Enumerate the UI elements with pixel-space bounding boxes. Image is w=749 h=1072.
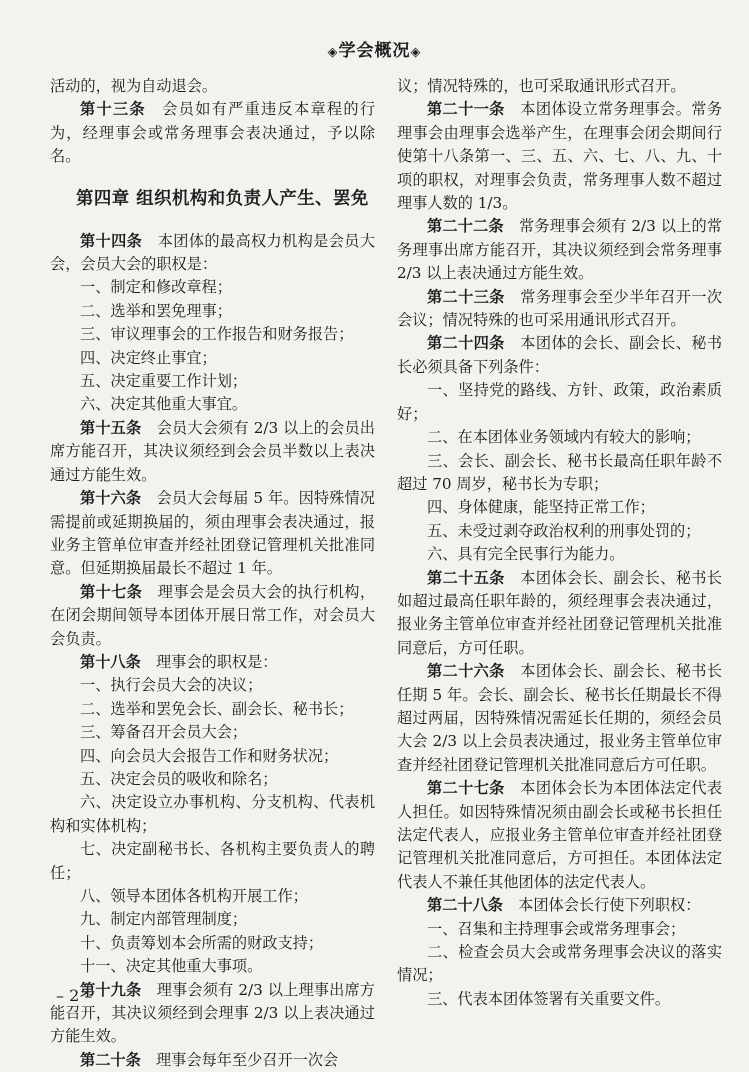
article-22 <box>397 215 722 285</box>
article-17-title: 第十七条 <box>80 582 143 601</box>
article-13 <box>50 98 375 168</box>
list-item: 十一、决定其他重大事项。 <box>80 957 263 976</box>
page-number: – 2 – <box>56 986 93 1005</box>
article-27-title: 第二十七条 <box>427 779 505 798</box>
list-item: 五、决定重要工作计划； <box>80 372 248 391</box>
article-19 <box>50 979 375 1049</box>
article-22-text: 常务理事会须有 2/3 以上的常务理事出席方能召开，其决议须经到会常务理事 2/3 以上表决通过方能生效。 <box>397 217 723 283</box>
list-item: 二、检查会员大会或常务理事会决议的落实情况； <box>397 943 722 985</box>
article-26-text: 本团体会长、副会长、秘书长任期 5 年。会长、副会长、秘书长任期最长不得超过两届，因特殊情况需延长任期的，须经会员大会 2/3 以上会员表决通过，报业务主管单位审查并经社团登记管理机关批准同意后方可任职。 <box>397 662 723 774</box>
list-item: 一、执行会员大会的决议； <box>80 676 263 695</box>
diamond-ornament-left-icon: ◈ <box>327 45 339 60</box>
list-item: 二、选举和罢免会长、副会长、秘书长； <box>80 699 354 718</box>
list-item: 二、选举和罢免理事； <box>80 301 232 320</box>
article-22-title: 第二十二条 <box>427 217 504 236</box>
diamond-ornament-right-icon: ◈ <box>410 45 422 60</box>
list-item: 十、负责筹划本会所需的财政支持； <box>80 933 323 952</box>
article-27-text: 本团体会长为本团体法定代表人担任。如因特殊情况须由副会长或秘书长担任法定代表人，应报业务主管单位审查并经社团登记管理机关批准同意后，方可担任。本团体法定代表人不兼任其他团体的法定代表人。 <box>397 779 723 891</box>
article-24-text: 本团体的会长、副会长、秘书长必须具备下列条件： <box>397 334 723 376</box>
article-13-title: 第十三条 <box>80 100 146 119</box>
section-header-title: 学会概况 <box>338 41 411 61</box>
article-23-title: 第二十三条 <box>427 287 505 306</box>
article-15-text: 会员大会须有 2/3 以上的会员出席方能召开，其决议须经到会会员半数以上表决通过方能生效。 <box>50 418 375 484</box>
list-item: 四、身体健康，能坚持正常工作； <box>427 498 655 517</box>
list-item: 三、代表本团体签署有关重要文件。 <box>427 989 670 1008</box>
list-item: 五、决定会员的吸收和除名； <box>80 769 278 788</box>
article-20-title: 第二十条 <box>80 1050 141 1069</box>
list-item: 一、制定和修改章程； <box>80 278 232 297</box>
list-item: 七、决定副秘书长、各机构主要负责人的聘任； <box>50 840 375 882</box>
article-13-text: 会员如有严重违反本章程的行为，经理事会或常务理事会表决通过，予以除名。 <box>50 100 376 166</box>
article-20 <box>50 1049 375 1072</box>
article-19-title: 第十九条 <box>80 980 142 999</box>
list-item: 六、决定设立办事机构、分支机构、代表机构和实体机构； <box>50 793 375 835</box>
article-26 <box>397 660 722 777</box>
article-18-text: 理事会的职权是： <box>140 652 278 671</box>
list-item: 四、决定终止事宜； <box>80 348 217 367</box>
list-item: 六、具有完全民事行为能力。 <box>427 545 625 564</box>
article-24 <box>397 332 722 379</box>
article-26-title: 第二十六条 <box>427 662 505 681</box>
chapter-heading: 第四章 组织机构和负责人产生、罢免 <box>76 188 369 209</box>
article-25 <box>397 567 722 661</box>
article-17-text: 理事会是会员大会的执行机构，在闭会期间领导本团体开展日常工作，对会员大会负责。 <box>50 582 376 648</box>
article-20-text: 理事会每年至少召开一次会 <box>140 1050 339 1069</box>
list-item: 一、坚持党的路线、方针、政策，政治素质好； <box>397 381 722 423</box>
article-19-text: 理事会须有 2/3 以上理事出席方能召开，其决议须经到会理事 2/3 以上表决通过方能生效。 <box>50 980 375 1046</box>
list-item: 二、在本团体业务领域内有较大的影响； <box>427 428 701 447</box>
left-column <box>50 75 375 1072</box>
list-item: 九、制定内部管理制度； <box>80 910 248 929</box>
article-28-title: 第二十八条 <box>427 896 503 915</box>
article-16 <box>50 487 375 581</box>
article-23 <box>397 286 722 333</box>
list-item: 一、召集和主持理事会或常务理事会； <box>427 919 686 938</box>
article-14-title: 第十四条 <box>80 231 143 250</box>
list-item: 六、决定其他重大事宜。 <box>80 395 248 414</box>
article-21-text: 本团体设立常务理事会。常务理事会由理事会选举产生，在理事会闭会期间行使第十八条第一、三、五、六、七、八、九、十项的职权，对理事会负责，常务理事人数不超过理事人数的 1/3。 <box>397 100 723 213</box>
article-15 <box>50 417 375 487</box>
list-item: 三、审议理事会的工作报告和财务报告； <box>80 325 354 344</box>
article-25-title: 第二十五条 <box>427 568 505 587</box>
article-18-title: 第十八条 <box>80 652 141 671</box>
article-28-text: 本团体会长行使下列职权： <box>502 896 701 915</box>
article-28 <box>397 894 722 917</box>
list-item: 五、未受过剥夺政治权利的刑事处罚的； <box>427 521 701 540</box>
right-column <box>397 75 722 1011</box>
list-item: 八、领导本团体各机构开展工作； <box>80 887 308 905</box>
continued-text: 议；情况特殊的，也可采取通讯形式召开。 <box>397 77 686 95</box>
article-14 <box>50 230 375 277</box>
article-15-title: 第十五条 <box>80 418 142 437</box>
article-24-title: 第二十四条 <box>427 334 505 353</box>
article-16-text: 会员大会每届 5 年。因特殊情况需提前或延期换届的，须由理事会表决通过，报业务主管单位审查并经社团登记管理机关批准同意。但延期换届最长不超过 1 年。 <box>50 489 375 578</box>
continued-text: 活动的，视为自动退会。 <box>50 77 218 95</box>
list-item: 三、会长、副会长、秘书长最高任职年龄不超过 70 周岁，秘书长为专职； <box>397 451 722 493</box>
article-21 <box>397 98 722 215</box>
article-17 <box>50 581 375 651</box>
article-18 <box>50 651 375 674</box>
article-14-text: 本团体的最高权力机构是会员大会，会员大会的职权是： <box>50 231 376 274</box>
list-item: 四、向会员大会报告工作和财务状况； <box>80 746 339 765</box>
list-item: 三、筹备召开会员大会； <box>80 723 248 742</box>
article-23-text: 常务理事会至少半年召开一次会议；情况特殊的也可采用通讯形式召开。 <box>397 287 723 330</box>
article-21-title: 第二十一条 <box>427 100 505 119</box>
article-16-title: 第十六条 <box>80 489 142 508</box>
section-header <box>0 36 749 61</box>
article-27 <box>397 777 722 894</box>
article-25-text: 本团体会长、副会长、秘书长如超过最高任职年龄的，须经理事会表决通过，报业务主管单位审查并经社团登记管理机关批准同意后，方可任职。 <box>397 568 723 657</box>
